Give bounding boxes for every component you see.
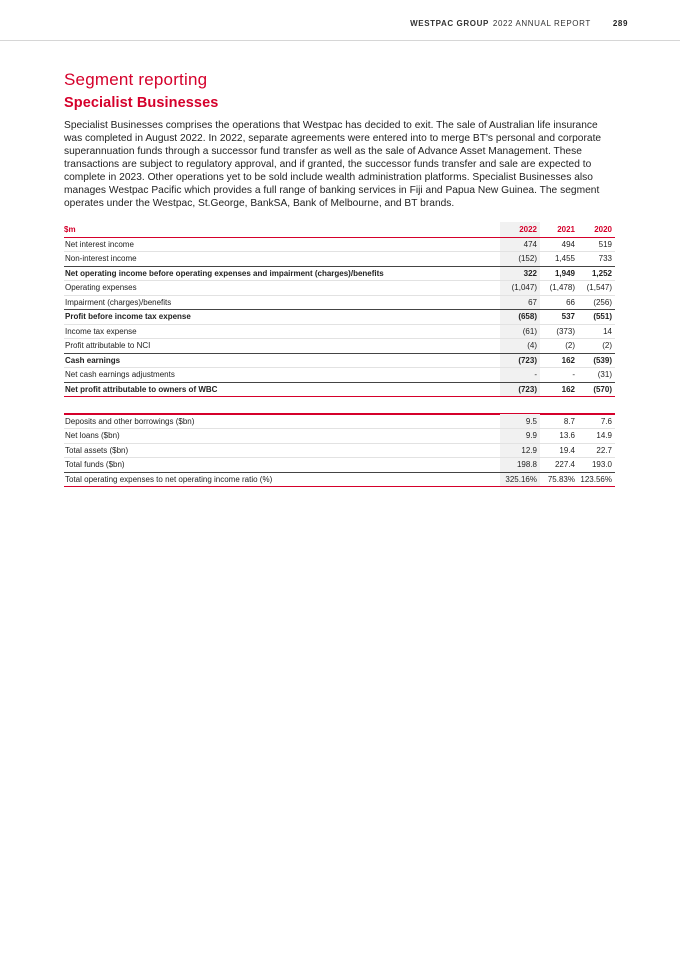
value-2021: (1,478) (540, 281, 578, 296)
value-2021: 162 (540, 382, 578, 397)
value-2020: 22.7 (578, 443, 615, 458)
value-2020: (539) (578, 353, 615, 368)
value-2021: 162 (540, 353, 578, 368)
value-2020: 1,252 (578, 266, 615, 281)
value-2022: - (500, 368, 540, 383)
value-2021: (373) (540, 324, 578, 339)
value-2021: 19.4 (540, 443, 578, 458)
col-header-2022: 2022 (500, 222, 540, 237)
row-label: Operating expenses (64, 281, 500, 296)
value-2021: 13.6 (540, 429, 578, 444)
table-row (64, 252, 615, 267)
value-2020: 193.0 (591, 460, 612, 470)
value-2022: 322 (500, 266, 540, 281)
row-label: Non-interest income (65, 254, 137, 264)
value-2020: 14 (578, 324, 615, 339)
value-2021: - (572, 370, 575, 380)
table-row (64, 472, 615, 487)
value-2021: 66 (566, 297, 575, 307)
value-2021: 227.4 (554, 460, 575, 470)
table-row (64, 237, 615, 252)
table-row-total (64, 382, 615, 397)
row-label: Net cash earnings adjustments (65, 370, 175, 380)
value-2022: 474 (500, 237, 540, 252)
page-header (410, 19, 628, 28)
row-label: Net profit attributable to owners of WBC (64, 382, 500, 397)
value-2020: 123.56% (578, 472, 615, 487)
value-2021: 537 (540, 310, 578, 325)
row-label: Cash earnings (64, 353, 500, 368)
value-2021: 1,949 (540, 266, 578, 281)
row-label: Total funds ($bn) (65, 460, 125, 470)
table-row-subtotal (64, 310, 615, 325)
value-2021: 494 (540, 237, 578, 252)
row-label: Net loans ($bn) (64, 429, 500, 444)
value-2022: (1,047) (500, 281, 540, 296)
value-2022: (4) (500, 339, 540, 354)
value-2020: (256) (593, 297, 612, 307)
table-row (64, 443, 615, 458)
value-2020: 519 (578, 237, 615, 252)
header-report: 2022 ANNUAL REPORT (492, 19, 591, 28)
table-header-row (64, 222, 615, 237)
value-2022: 9.9 (500, 429, 540, 444)
table-row-subtotal (64, 266, 615, 281)
table-row (64, 414, 615, 429)
table-row (64, 324, 615, 339)
row-label: Profit attributable to NCI (65, 341, 151, 351)
row-label: Income tax expense (64, 324, 500, 339)
intro-paragraph: Specialist Businesses comprises the operations that Westpac has decided to exit. The sale of Australian life insurance was completed in August 2022. In 2022, separate agreements were entered into to merge BT's personal and corporate superannuation funds through a successor fund transfer as well as the sale of Advance Asset Management. These transactions are subject to regulatory approval, and if granted, the successor funds transfer and sale are expected to complete in 2023. Other operations yet to be sold include wealth administration platforms. Specialist Businesses also manages Westpac Pacific which provides a full range of banking services in Fiji and Papua New Guinea. The segment operates under the Westpac, St.George, BankSA, Bank of Melbourne, and BT brands. (64, 120, 602, 209)
value-2020: (2) (602, 341, 612, 351)
value-2020: 733 (598, 254, 612, 264)
col-header-unit: $m (64, 222, 500, 237)
value-2022: (658) (500, 310, 540, 325)
header-group: WESTPAC GROUP (410, 19, 489, 28)
value-2020: 7.6 (578, 414, 615, 429)
value-2020: 14.9 (578, 429, 615, 444)
value-2021: 1,455 (554, 254, 575, 264)
row-label: Total operating expenses to net operating income ratio (%) (64, 472, 500, 487)
row-label: Deposits and other borrowings ($bn) (64, 414, 500, 429)
row-label: Net operating income before operating expenses and impairment (charges)/benefits (64, 266, 500, 281)
value-2020: (551) (578, 310, 615, 325)
table-row (64, 368, 615, 383)
value-2020: (570) (578, 382, 615, 397)
income-statement-table (64, 222, 615, 397)
value-2021: (2) (565, 341, 575, 351)
value-2022: (723) (500, 382, 540, 397)
value-2020: (31) (597, 370, 612, 380)
col-header-2020: 2020 (578, 222, 615, 237)
row-label: Total assets ($bn) (64, 443, 500, 458)
table-row (64, 339, 615, 354)
table-row-subtotal (64, 353, 615, 368)
balance-metrics-table (64, 414, 615, 487)
row-label: Net interest income (64, 237, 500, 252)
header-divider (0, 40, 680, 41)
value-2022: 67 (500, 295, 540, 310)
value-2022: (152) (500, 252, 540, 267)
table-row (64, 429, 615, 444)
section-title: Segment reporting (64, 70, 208, 89)
value-2021: 8.7 (540, 414, 578, 429)
row-label: Impairment (charges)/benefits (65, 297, 172, 307)
value-2022: (61) (500, 324, 540, 339)
value-2021: 75.83% (540, 472, 578, 487)
col-header-2021: 2021 (540, 222, 578, 237)
page-number: 289 (612, 19, 628, 28)
table-row (64, 458, 615, 473)
sub-title: Specialist Businesses (64, 95, 219, 111)
value-2022: 12.9 (500, 443, 540, 458)
value-2022: 198.8 (500, 458, 540, 473)
value-2022: 325.16% (500, 472, 540, 487)
value-2022: 9.5 (500, 414, 540, 429)
value-2020: (1,547) (578, 281, 615, 296)
table-row (64, 281, 615, 296)
row-label: Profit before income tax expense (64, 310, 500, 325)
value-2022: (723) (500, 353, 540, 368)
table-row (64, 295, 615, 310)
